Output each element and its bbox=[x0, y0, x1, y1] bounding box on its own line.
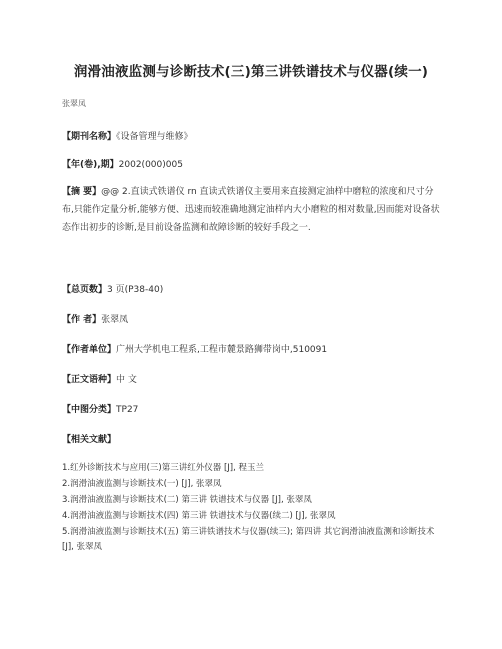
journal-value: 《设备管理与维修》 bbox=[116, 132, 193, 142]
author-label: 【作 者】 bbox=[62, 315, 102, 325]
abstract-text: @@ 2.直读式铁谱仪 rn 直读式铁谱仪主要用来直接测定油样中磨粒的浓度和尺寸分布,只能作定量分析,能够方便、迅速而较准确地测定油样内大小磨粒的相对数量,因而能对设备状态作出初步的诊断,是目前设备监测和故障诊断的较好手段之一. bbox=[62, 187, 440, 233]
classification-value: TP27 bbox=[116, 405, 139, 415]
affiliation-label: 【作者单位】 bbox=[62, 345, 117, 355]
related-item[interactable]: 4.润滑油液监测与诊断技术(四) 第三讲 铁谱技术与仪器(续二) [J], 张翠凤 bbox=[62, 511, 336, 521]
affiliation-field bbox=[62, 342, 327, 355]
language-label: 【正文语种】 bbox=[62, 375, 117, 385]
related-heading: 【相关文献】 bbox=[62, 435, 117, 445]
related-item[interactable]: 1.红外诊断技术与应用(三)第三讲红外仪器 [J], 程玉兰 bbox=[62, 463, 264, 473]
abstract-label: 【摘 要】 bbox=[62, 187, 102, 197]
author-field bbox=[62, 312, 128, 325]
related-item[interactable]: 3.润滑油液监测与诊断技术(二) 第三讲 铁谱技术与仪器 [J], 张翠凤 bbox=[62, 495, 312, 505]
year-label: 【年(卷),期】 bbox=[62, 160, 119, 170]
document-title: 润滑油液监测与诊断技术(三)第三讲铁谱技术与仪器(续一) bbox=[73, 64, 429, 80]
language-value: 中 文 bbox=[116, 375, 137, 385]
classification-label: 【中图分类】 bbox=[62, 405, 117, 415]
year-value: 2002(000)005 bbox=[118, 160, 183, 170]
affiliation-value: 广州大学机电工程系,工程市麓景路狮带岗中,510091 bbox=[116, 345, 328, 355]
related-item[interactable]: 5.润滑油液监测与诊断技术(五) 第三讲铁谱技术与仪器(续三); 第四讲 其它润滑油液监测和诊断技术 [J], 张翠凤 bbox=[62, 527, 435, 552]
author-byline: 张翠凤 bbox=[62, 99, 86, 108]
classification-field bbox=[62, 402, 138, 415]
related-list bbox=[62, 461, 442, 556]
pages-field bbox=[62, 282, 163, 295]
language-field bbox=[62, 372, 137, 385]
journal-field bbox=[62, 129, 193, 142]
related-item[interactable]: 2.润滑油液监测与诊断技术(一) [J], 张翠凤 bbox=[62, 479, 222, 489]
pages-label: 【总页数】 bbox=[62, 285, 108, 295]
journal-label: 【期刊名称】 bbox=[62, 132, 117, 142]
pages-value: 3 页(P38-40) bbox=[107, 285, 164, 295]
author-value: 张翠凤 bbox=[101, 315, 129, 325]
year-field bbox=[62, 157, 183, 170]
abstract-block bbox=[62, 183, 440, 237]
